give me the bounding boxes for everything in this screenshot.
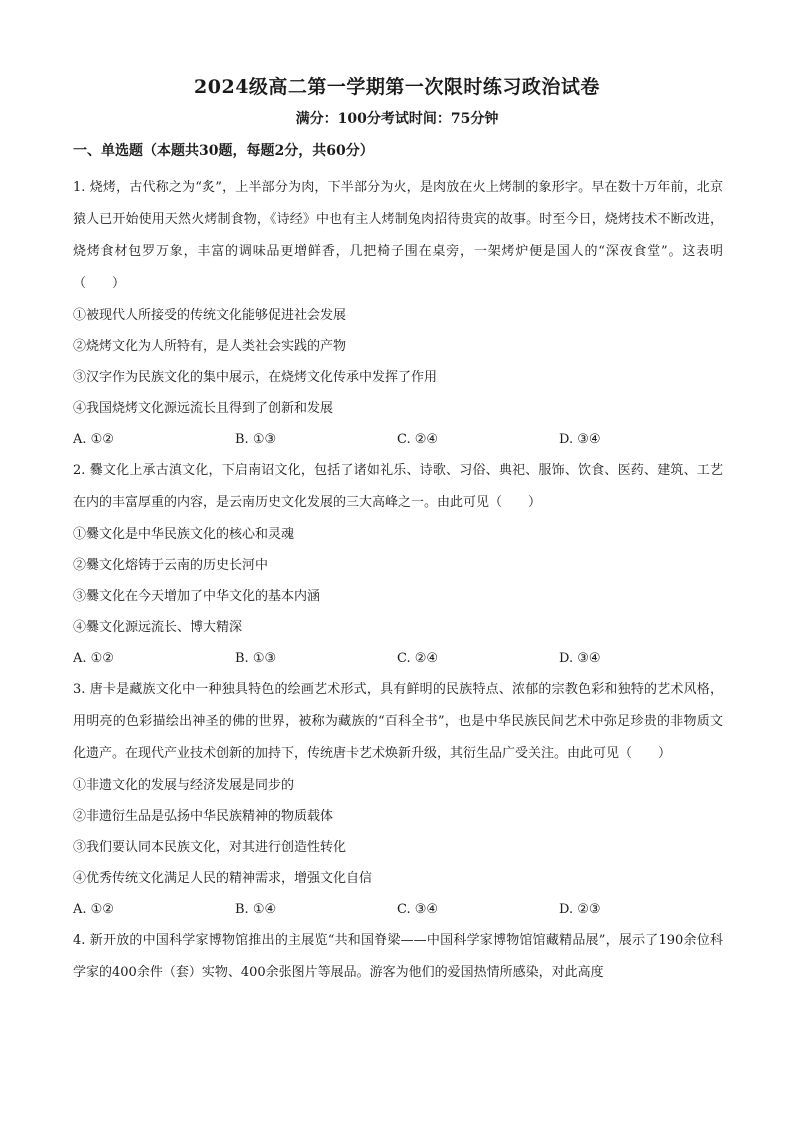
answer-choice-a[interactable]: A. ①② (73, 651, 114, 666)
question-stem: 4. 新开放的中国科学家博物馆推出的主展览“共和国脊梁——中国科学家博物馆馆藏精品展”，展示了190余位科学家的400余件（套）实物、400余张图片等展品。游客为他们的爱国热情所感染，对此高度 (73, 933, 723, 980)
question-stem: 1. 烧烤，古代称之为“炙”，上半部分为肉，下半部分为火，是肉放在火上烤制的象形字。早在数十万年前，北京猿人已开始使用天然火烤制食物，《诗经》中也有主人烤制兔肉招待贵宾的故事。时至今日，烧烤技术不断改进，烧烤食材包罗万象，丰富的调味品更增鲜香，几把椅子围在桌旁，一架烤炉便是国人的“深夜食堂”。这表明（ ） (73, 180, 723, 291)
questions-list (73, 172, 723, 989)
exam-title: 2024级高二第一学期第一次限时练习政治试卷 (194, 76, 600, 98)
question-option: ③我们要认同本民族文化，对其进行创造性转化 (73, 840, 347, 855)
answer-choice-d[interactable]: D. ②③ (559, 902, 601, 917)
answer-choice-b[interactable]: B. ①③ (235, 432, 277, 447)
answer-choice-c[interactable]: C. ②④ (397, 432, 439, 447)
question-option: ①被现代人所接受的传统文化能够促进社会发展 (73, 308, 347, 323)
section-heading: 一、单选题（本题共30题，每题2分，共60分） (73, 143, 374, 159)
question-1 (73, 172, 723, 455)
answer-choice-c[interactable]: C. ②④ (397, 651, 439, 666)
question-option: ①非遗文化的发展与经济发展是同步的 (73, 778, 295, 793)
answer-choice-d[interactable]: D. ③④ (559, 651, 601, 666)
question-2 (73, 455, 723, 674)
question-option: ①爨文化是中华民族文化的核心和灵魂 (73, 527, 295, 542)
question-option: ③汉字作为民族文化的集中展示，在烧烤文化传承中发挥了作用 (73, 370, 438, 385)
question-option: ④我国烧烤文化源远流长且得到了创新和发展 (73, 401, 334, 416)
answer-choice-d[interactable]: D. ③④ (559, 432, 601, 447)
answer-choice-b[interactable]: B. ①③ (235, 651, 277, 666)
question-option: ②非遗衍生品是弘扬中华民族精神的物质载体 (73, 809, 334, 824)
question-4 (73, 925, 723, 989)
question-option: ②爨文化熔铸于云南的历史长河中 (73, 558, 269, 573)
question-option: ③爨文化在今天增加了中华文化的基本内涵 (73, 589, 321, 604)
answer-choices (73, 424, 723, 455)
question-option: ④爨文化源远流长、博大精深 (73, 620, 243, 635)
answer-choices (73, 894, 723, 925)
question-3 (73, 674, 723, 925)
question-stem: 2. 爨文化上承古滇文化，下启南诏文化，包括了诸如礼乐、诗歌、习俗、典祀、服饰、饮食、医药、建筑、工艺在内的丰富厚重的内容，是云南历史文化发展的三大高峰之一。由此可见（ ） (73, 463, 723, 510)
answer-choice-c[interactable]: C. ③④ (397, 902, 439, 917)
question-stem: 3. 唐卡是藏族文化中一种独具特色的绘画艺术形式，具有鲜明的民族特点、浓郁的宗教色彩和独特的艺术风格，用明亮的色彩描绘出神圣的佛的世界，被称为藏族的“百科全书”，也是中华民族民间艺术中弥足珍贵的非物质文化遗产。在现代产业技术创新的加持下，传统唐卡艺术焕新升级，其衍生品广受关注。由此可见（ ） (73, 682, 723, 761)
question-option: ④优秀传统文化满足人民的精神需求，增强文化自信 (73, 871, 373, 886)
answer-choice-b[interactable]: B. ①④ (235, 902, 277, 917)
exam-subtitle: 满分：100分考试时间：75分钟 (295, 111, 499, 127)
answer-choice-a[interactable]: A. ①② (73, 902, 114, 917)
answer-choice-a[interactable]: A. ①② (73, 432, 114, 447)
question-option: ②烧烤文化为人所特有，是人类社会实践的产物 (73, 339, 347, 354)
answer-choices (73, 643, 723, 674)
